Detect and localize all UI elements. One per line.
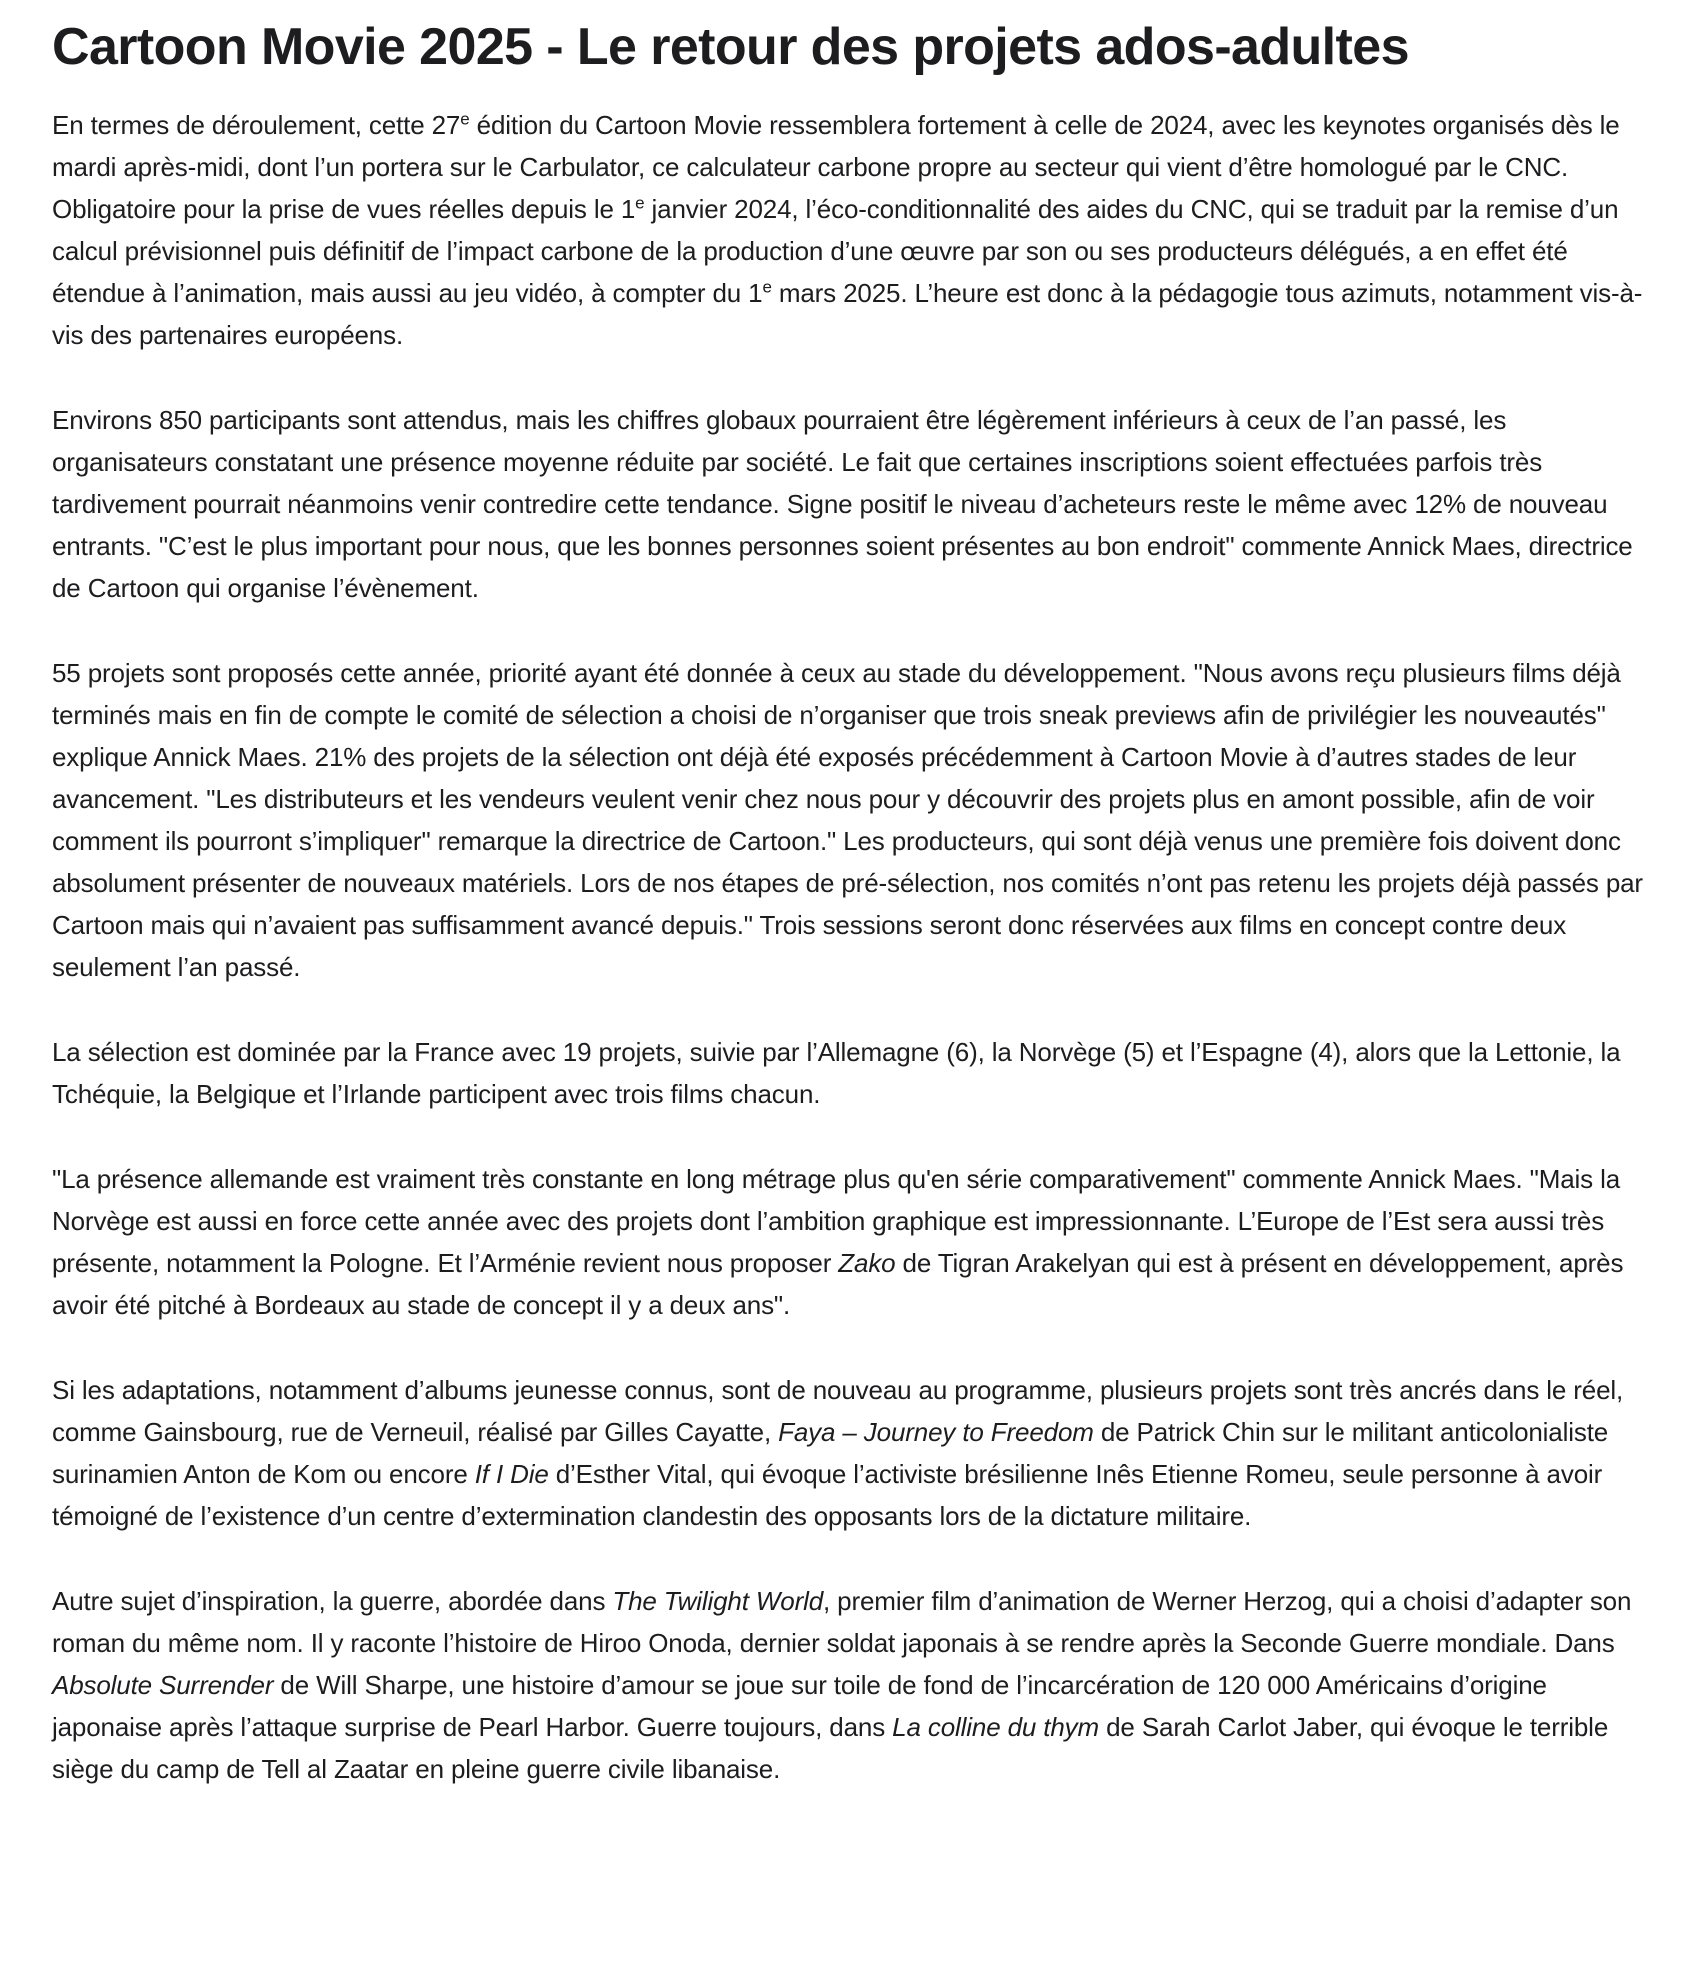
paragraph-7-text-2: , premier film d’animation de Werner Herzog, qui a choisi d’adapter son roman du même nom. Il y raconte l’histoire de Hiroo Onoda, dernier soldat japonais à se rendre après la Seconde Guerre mondiale. Dans: [52, 1586, 1632, 1658]
paragraph-5-text-1: "La présence allemande est vraiment très constante en long métrage plus qu'en série comparativement" commente Annick Maes. "Mais la Norvège est aussi en force cette année avec des projets dont l’ambition graphique est impressionnante. L’Europe de l’Est sera aussi très présente, notamment la Pologne. Et l’Arménie revient nous proposer: [52, 1164, 1621, 1278]
film-title-italic: The Twilight World: [612, 1586, 824, 1616]
paragraph-1-text-2: édition du Cartoon Movie ressemblera fortement à celle de 2024, avec les keynotes organisés dès le mardi après-midi, dont l’un portera sur le Carbulator, ce calculateur carbone propre au secteur qui vient d’être homologué par le CNC. Obligatoire pour la prise de vues réelles depuis le 1: [52, 110, 1620, 224]
film-title-italic: If I Die: [474, 1459, 549, 1489]
paragraph-7-text-4: de Sarah Carlot Jaber, qui évoque le terrible siège du camp de Tell al Zaatar en pleine guerre civile libanaise.: [52, 1712, 1609, 1784]
paragraph-2: Environs 850 participants sont attendus, mais les chiffres globaux pourraient être légèrement inférieurs à ceux de l’an passé, les organisateurs constatant une présence moyenne réduite par société. Le fait que certaines inscriptions soient effectuées parfois très tardivement pourrait néanmoins venir contredire cette tendance. Signe positif le niveau d’acheteurs reste le même avec 12% de nouveau entrants. "C’est le plus important pour nous, que les bonnes personnes soient présentes au bon endroit" commente Annick Maes, directrice de Cartoon qui organise l’évènement.: [52, 405, 1633, 603]
paragraph-6-text-1: Si les adaptations, notamment d’albums jeunesse connus, sont de nouveau au programme, plusieurs projets sont très ancrés dans le réel, comme Gainsbourg, rue de Verneuil, réalisé par Gilles Cayatte,: [52, 1375, 1624, 1447]
paragraph-6-text-3: d’Esther Vital, qui évoque l’activiste brésilienne Inês Etienne Romeu, seule personne à avoir témoigné de l’existence d’un centre d’extermination clandestin des opposants lors de la dictature militaire.: [52, 1459, 1603, 1531]
paragraph-6: [52, 1369, 1662, 1537]
paragraph-7: [52, 1580, 1662, 1790]
paragraph-1-text-4: mars 2025. L’heure est donc à la pédagogie tous azimuts, notamment vis-à-vis des partenaires européens.: [52, 278, 1643, 350]
film-title-italic: La colline du thym: [892, 1712, 1100, 1742]
article-title: Cartoon Movie 2025 - Le retour des projets ados-adultes: [52, 18, 1409, 76]
paragraph-5: [52, 1158, 1662, 1326]
film-title-italic: Faya – Journey to Freedom: [778, 1417, 1094, 1447]
paragraph-4: La sélection est dominée par la France avec 19 projets, suivie par l’Allemagne (6), la Norvège (5) et l’Espagne (4), alors que la Lettonie, la Tchéquie, la Belgique et l’Irlande participent avec trois films chacun.: [52, 1037, 1621, 1109]
paragraph-7-text-3: de Will Sharpe, une histoire d’amour se joue sur toile de fond de l’incarcération de 120 000 Américains d’origine japonaise après l’attaque surprise de Pearl Harbor. Guerre toujours, dans: [52, 1670, 1547, 1742]
film-title-italic: Zako: [838, 1248, 896, 1278]
paragraph-6-text-2: de Patrick Chin sur le militant anticolonialiste surinamien Anton de Kom ou encore: [52, 1417, 1609, 1489]
film-title-italic: Absolute Surrender: [52, 1670, 274, 1700]
paragraph-1-text-1: En termes de déroulement, cette 27: [52, 110, 461, 140]
ordinal-superscript: e: [635, 193, 645, 213]
paragraph-5-text-2: de Tigran Arakelyan qui est à présent en développement, après avoir été pitché à Bordeaux au stade de concept il y a deux ans".: [52, 1248, 1624, 1320]
paragraph-1: [52, 104, 1662, 356]
ordinal-superscript: e: [762, 277, 772, 297]
paragraph-7-text-1: Autre sujet d’inspiration, la guerre, abordée dans: [52, 1586, 613, 1616]
paragraph-1-text-3: janvier 2024, l’éco-conditionnalité des aides du CNC, qui se traduit par la remise d’un calcul prévisionnel puis définitif de l’impact carbone de la production d’une œuvre par son ou ses producteurs délégués, a en effet été étendue à l’animation, mais aussi au jeu vidéo, à compter du 1: [52, 194, 1619, 308]
ordinal-superscript: e: [460, 109, 470, 129]
paragraph-3: 55 projets sont proposés cette année, priorité ayant été donnée à ceux au stade du développement. "Nous avons reçu plusieurs films déjà terminés mais en fin de compte le comité de sélection a choisi de n’organiser que trois sneak previews afin de privilégier les nouveautés" explique Annick Maes. 21% des projets de la sélection ont déjà été exposés précédemment à Cartoon Movie à d’autres stades de leur avancement. "Les distributeurs et les vendeurs veulent venir chez nous pour y découvrir des projets plus en amont possible, afin de voir comment ils pourront s’impliquer" remarque la directrice de Cartoon." Les producteurs, qui sont déjà venus une première fois doivent donc absolument présenter de nouveaux matériels. Lors de nos étapes de pré-sélection, nos comités n’ont pas retenu les projets déjà passés par Cartoon mais qui n’avaient pas suffisamment avancé depuis." Trois sessions seront donc réservées aux films en concept contre deux seulement l’an passé.: [52, 658, 1643, 982]
